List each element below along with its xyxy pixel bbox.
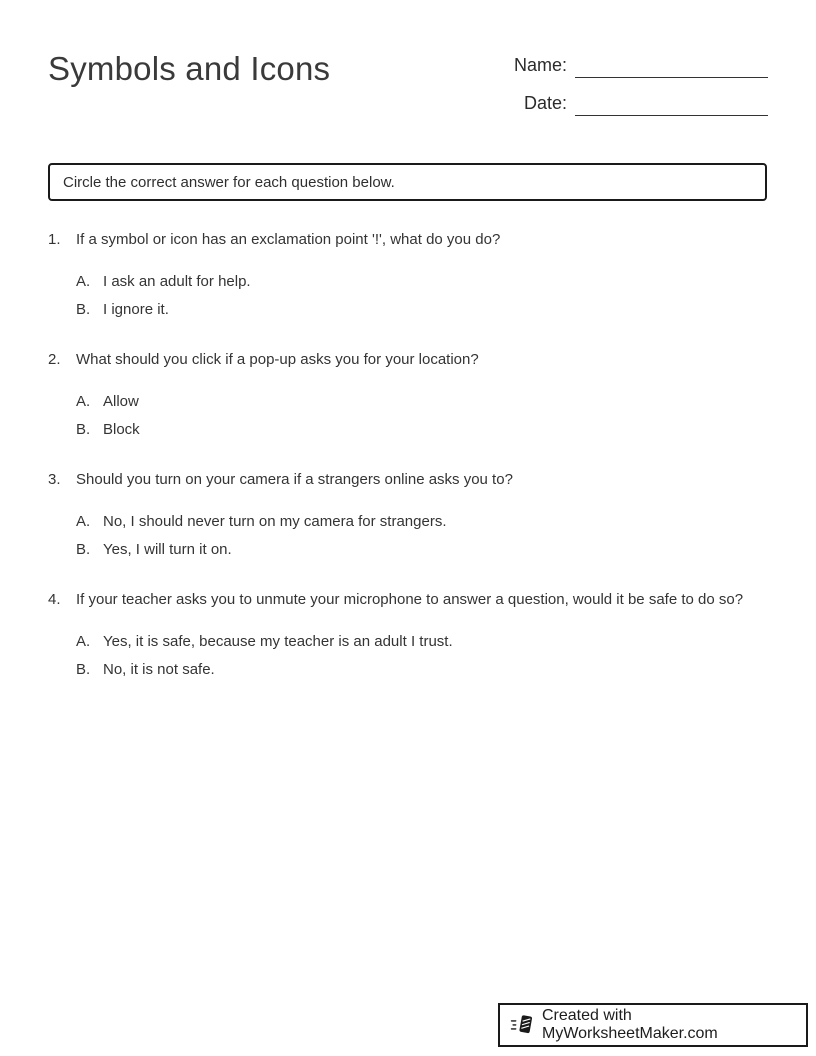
choice-text: Block	[103, 421, 140, 438]
question-4-choice-b	[76, 659, 768, 680]
question-1-line	[48, 229, 768, 250]
question-4	[48, 589, 768, 680]
date-label: Date:	[523, 93, 567, 113]
question-text: What should you click if a pop-up asks you for your location?	[76, 351, 479, 368]
question-3-choice-b	[76, 539, 768, 560]
choice-text: I ignore it.	[103, 301, 169, 318]
question-number: 1.	[48, 231, 61, 248]
choice-text: Yes, it is safe, because my teacher is an adult I trust.	[103, 633, 453, 650]
name-field-row	[509, 52, 768, 78]
name-label: Name:	[513, 55, 567, 75]
question-list	[48, 229, 768, 709]
question-text: If a symbol or icon has an exclamation point '!', what do you do?	[76, 231, 501, 248]
choice-letter: A.	[76, 273, 91, 290]
date-blank-line	[575, 90, 768, 116]
choice-letter: B.	[76, 661, 91, 678]
choice-text: I ask an adult for help.	[103, 273, 251, 290]
choice-letter: B.	[76, 301, 91, 318]
choice-letter: B.	[76, 541, 91, 558]
question-2-choice-b	[76, 419, 768, 440]
question-2	[48, 349, 768, 440]
choice-text: Yes, I will turn it on.	[103, 541, 232, 558]
flying-worksheet-icon	[510, 1013, 534, 1037]
question-number: 2.	[48, 351, 61, 368]
question-text: Should you turn on your camera if a strangers online asks you to?	[76, 471, 513, 488]
question-3-choice-a	[76, 511, 768, 532]
question-1	[48, 229, 768, 320]
question-4-line	[48, 589, 768, 610]
header-fields	[509, 52, 768, 128]
question-1-choice-b	[76, 299, 768, 320]
instructions-box	[48, 163, 767, 201]
question-4-choice-a	[76, 631, 768, 652]
choice-text: No, it is not safe.	[103, 661, 215, 678]
credit-box	[498, 1003, 808, 1047]
choice-letter: A.	[76, 513, 91, 530]
choice-text: No, I should never turn on my camera for strangers.	[103, 513, 447, 530]
date-field-row	[509, 90, 768, 116]
name-blank-line	[575, 52, 768, 78]
choice-letter: A.	[76, 633, 91, 650]
choice-letter: B.	[76, 421, 91, 438]
instructions-text: Circle the correct answer for each question below.	[63, 173, 395, 191]
question-number: 3.	[48, 471, 61, 488]
question-3-line	[48, 469, 768, 490]
question-3	[48, 469, 768, 560]
choice-letter: A.	[76, 393, 91, 410]
page-title: Symbols and Icons	[48, 50, 331, 87]
credit-text: Created with MyWorksheetMaker.com	[542, 1007, 718, 1042]
question-number: 4.	[48, 591, 61, 608]
question-1-choice-a	[76, 271, 768, 292]
question-text: If your teacher asks you to unmute your microphone to answer a question, would it be safe to do so?	[76, 591, 744, 608]
choice-text: Allow	[103, 393, 139, 410]
question-2-choice-a	[76, 391, 768, 412]
question-2-line	[48, 349, 768, 370]
